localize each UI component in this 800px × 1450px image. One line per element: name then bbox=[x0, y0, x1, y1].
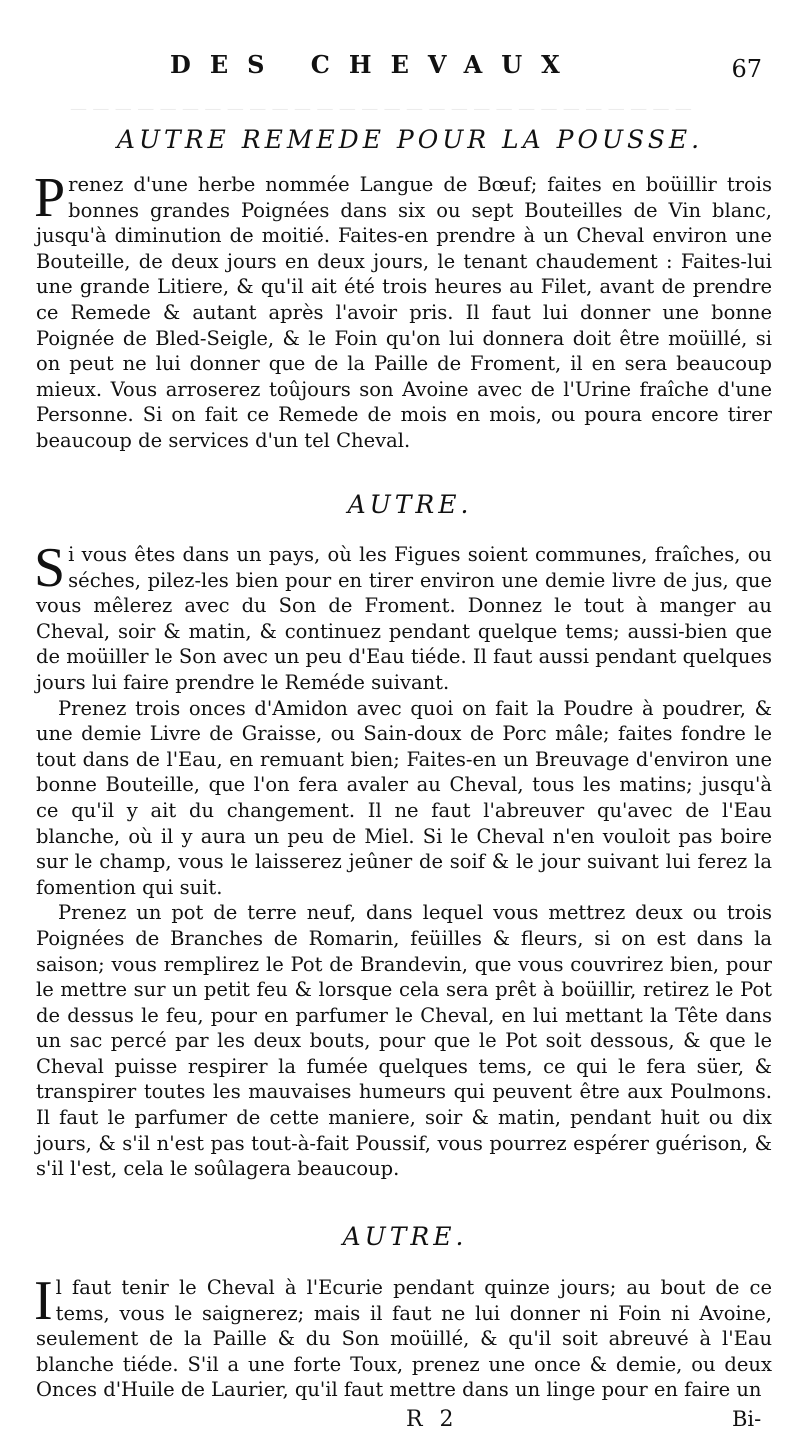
paragraph-text: i vous êtes dans un pays, où les Figues soient communes, fraîches, ou séches, pilez-les bien pour en tirer environ une demie livre de jus, que vous mêlerez avec du Son de Froment. Donnez le tout à manger au Cheval, soir & matin, & continuez pendant quelque tems; aussi-bien que de moüiller le Son avec un peu d'Eau tiéde. Il faut aussi pendant quelques jours lui faire prendre le Reméde suivant. bbox=[36, 543, 772, 694]
paragraph bbox=[34, 537, 772, 696]
section-title: AUTRE. bbox=[342, 1222, 468, 1251]
drop-cap: I bbox=[34, 1270, 53, 1332]
paragraph bbox=[36, 696, 772, 901]
paragraph-text: Prenez trois onces d'Amidon avec quoi on fait la Poudre à poudrer, & une demie Livre de Graisse, ou Sain-doux de Porc mâle; faites fondre le tout dans de l'Eau, en remuant bien; Faites-en un Breuvage d'environ une bonne Bouteille, que l'on fera avaler au Cheval, tous les matins; jusqu'à ce qu'il y ait du changement. Il ne faut l'abreuver qu'avec de l'Eau blanche, où il y aura un peu de Miel. Si le Cheval n'en vouloit pas boire sur le champ, vous le laisserez jeûner de soif & le jour suivant lui ferez la fomention qui suit. bbox=[36, 696, 772, 899]
paragraph bbox=[34, 167, 772, 454]
paragraph-text: l faut tenir le Cheval à l'Ecurie pendant quinze jours; au bout de ce tems, vous le saignerez; mais il faut ne lui donner ni Foin ni Avoine, seulement de la Paille & du Son moüillé, & qu'il soit abreuvé à l'Eau blanche tiéde. S'il a une forte Toux, prenez une once & demie, ou deux Onces d'Huile de Laurier, qu'il faut mettre dans un linge pour en faire un bbox=[36, 1276, 772, 1402]
section-body bbox=[34, 167, 772, 454]
section-body bbox=[34, 537, 772, 1182]
paragraph bbox=[34, 1270, 772, 1403]
paragraph-text: Prenez un pot de terre neuf, dans lequel vous mettrez deux ou trois Poignées de Branches de Romarin, feüilles & fleurs, si on est dans la saison; vous remplirez le Pot de Brandevin, que vous couvrirez bien, pour le mettre sur un petit feu & lorsque cela sera prêt à boüillir, retirez le Pot de dessus le feu, pour en parfumer le Cheval, en lui mettant la Tête dans un sac percé par les deux bouts, pour que le Pot soit dessous, & que le Cheval puisse respirer la fumée quelques tems, ce qui le fera süer, & transpirer toutes les mauvaises humeurs qui peuvent être aux Poulmons. Il faut le parfumer de cette maniere, soir & matin, pendant huit ou dix jours, & s'il n'est pas tout-à-fait Poussif, vous pourrez espérer guérison, & s'il l'est, cela le soûlagera beaucoup. bbox=[36, 901, 772, 1181]
running-title: DES CHEVAUX bbox=[170, 50, 579, 79]
paragraph-text: renez d'une herbe nommée Langue de Bœuf; faites en boüillir trois bonnes grandes Poignées dans six ou sept Bouteilles de Vin blanc, jusqu'à diminution de moitié. Faites-en prendre à un Cheval environ une Bouteille, de deux jours en deux jours, le tenant chaudement : Faites-lui une grande Litiere, & qu'il ait été trois heures au Filet, avant de prendre ce Remede & autant après l'avoir pris. Il faut lui donner une bonne Poignée de Bled-Seigle, & le Foin qu'on lui donnera doit être moüillé, si on peut ne lui donner que de la Paille de Froment, il en sera beaucoup mieux. Vous arroserez toûjours son Avoine avec de l'Urine fraîche d'une Personne. Si on fait ce Remede de mois en mois, ou poura encore tirer beaucoup de services d'un tel Cheval. bbox=[36, 173, 772, 452]
drop-cap: S bbox=[34, 537, 66, 599]
section-title: AUTRE REMEDE POUR LA POUSSE. bbox=[116, 125, 704, 154]
page-number: 67 bbox=[731, 55, 762, 83]
paragraph bbox=[36, 900, 772, 1182]
section-title: AUTRE. bbox=[347, 490, 473, 519]
catchword: Bi- bbox=[732, 1407, 762, 1431]
signature-mark: R 2 bbox=[406, 1407, 459, 1432]
show-through-text: — — — — — — — — — — — — — — — — — — — — — — — — — — — — bbox=[70, 99, 692, 119]
section-body bbox=[34, 1270, 772, 1403]
drop-cap: P bbox=[34, 167, 66, 229]
